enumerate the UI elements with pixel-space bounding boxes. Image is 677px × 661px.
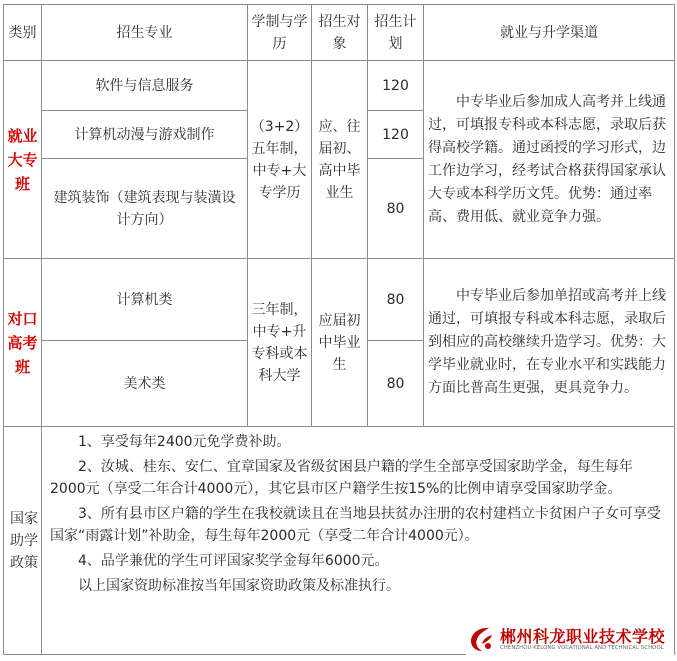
table-row (4, 61, 675, 111)
school-name: 郴州科龙职业技术学校 (500, 627, 666, 646)
major-cell: 建筑装饰（建筑表现与装潢设计方向） (42, 159, 248, 259)
header-category: 类别 (4, 5, 42, 61)
school-english-name: CHENZHOU KELONG VOCATIONAL AND TECHNICAL SCHOOL (500, 645, 664, 651)
major-cell: 软件与信息服务 (42, 61, 248, 111)
channel-cell: 中专毕业后参加单招或高考并上线通过，可填报专科或本科志愿，录取后到相应的高校继续升造学习。优势：大学毕业就业时，在专业水平和实践能力方面比普高生更强，更具竞争力。 (424, 259, 675, 427)
policy-cell (42, 427, 675, 655)
plan-cell: 120 (368, 111, 424, 159)
school-logo (466, 622, 674, 658)
header-row (4, 5, 675, 61)
system-cell: （3+2）五年制，中专+大专学历 (248, 61, 312, 259)
table-row (4, 259, 675, 341)
system-cell: 三年制，中专+升专科或本科大学 (248, 259, 312, 427)
plan-cell: 80 (368, 259, 424, 341)
policy-item: 2、汝城、桂东、安仁、宜章国家及省级贫困县户籍的学生全部享受国家助学金，每生每年2000元（享受二年合计4000元），其它县市区户籍学生按15%的比例申请享受国家助学金。 (50, 459, 633, 497)
target-cell: 应届初中毕业生 (312, 259, 368, 427)
policy-item: 3、所有县市区户籍的学生在我校就读且在当地县扶贫办注册的农村建档立卡贫困户子女可享受国家“雨露计划”补助金，每生每年2000元（享受二年合计4000元）。 (50, 506, 661, 544)
header-target: 招生对象 (312, 5, 368, 61)
category-college-entrance: 对口高考班 (4, 259, 42, 427)
policy-item: 1、享受每年2400元免学费补助。 (78, 434, 291, 450)
policy-item: 4、品学兼优的学生可评国家奖学金每年6000元。 (78, 553, 389, 569)
enrollment-table (3, 4, 675, 655)
target-cell: 应、往届初、高中毕业生 (312, 61, 368, 259)
kelong-school-logo-icon (466, 624, 496, 654)
major-cell: 美术类 (42, 341, 248, 427)
major-cell: 计算机动漫与游戏制作 (42, 111, 248, 159)
policy-item: 以上国家资助标准按当年国家资助政策及标准执行。 (78, 578, 400, 594)
policy-label: 国家助学政策 (4, 427, 42, 655)
header-channel: 就业与升学渠道 (424, 5, 675, 61)
plan-cell: 80 (368, 341, 424, 427)
category-employment-college: 就业大专班 (4, 61, 42, 259)
header-plan: 招生计划 (368, 5, 424, 61)
major-cell: 计算机类 (42, 259, 248, 341)
plan-cell: 120 (368, 61, 424, 111)
plan-cell: 80 (368, 159, 424, 259)
header-major: 招生专业 (42, 5, 248, 61)
header-system: 学制与学历 (248, 5, 312, 61)
channel-cell: 中专毕业后参加成人高考并上线通过，可填报专科或本科志愿，录取后获得高校学籍。通过函授的学习形式，边工作边学习，经考试合格获得国家承认大专或本科学历文凭。优势：通过率高、费用低、就业竞争力强。 (424, 61, 675, 259)
policy-row (4, 427, 675, 655)
